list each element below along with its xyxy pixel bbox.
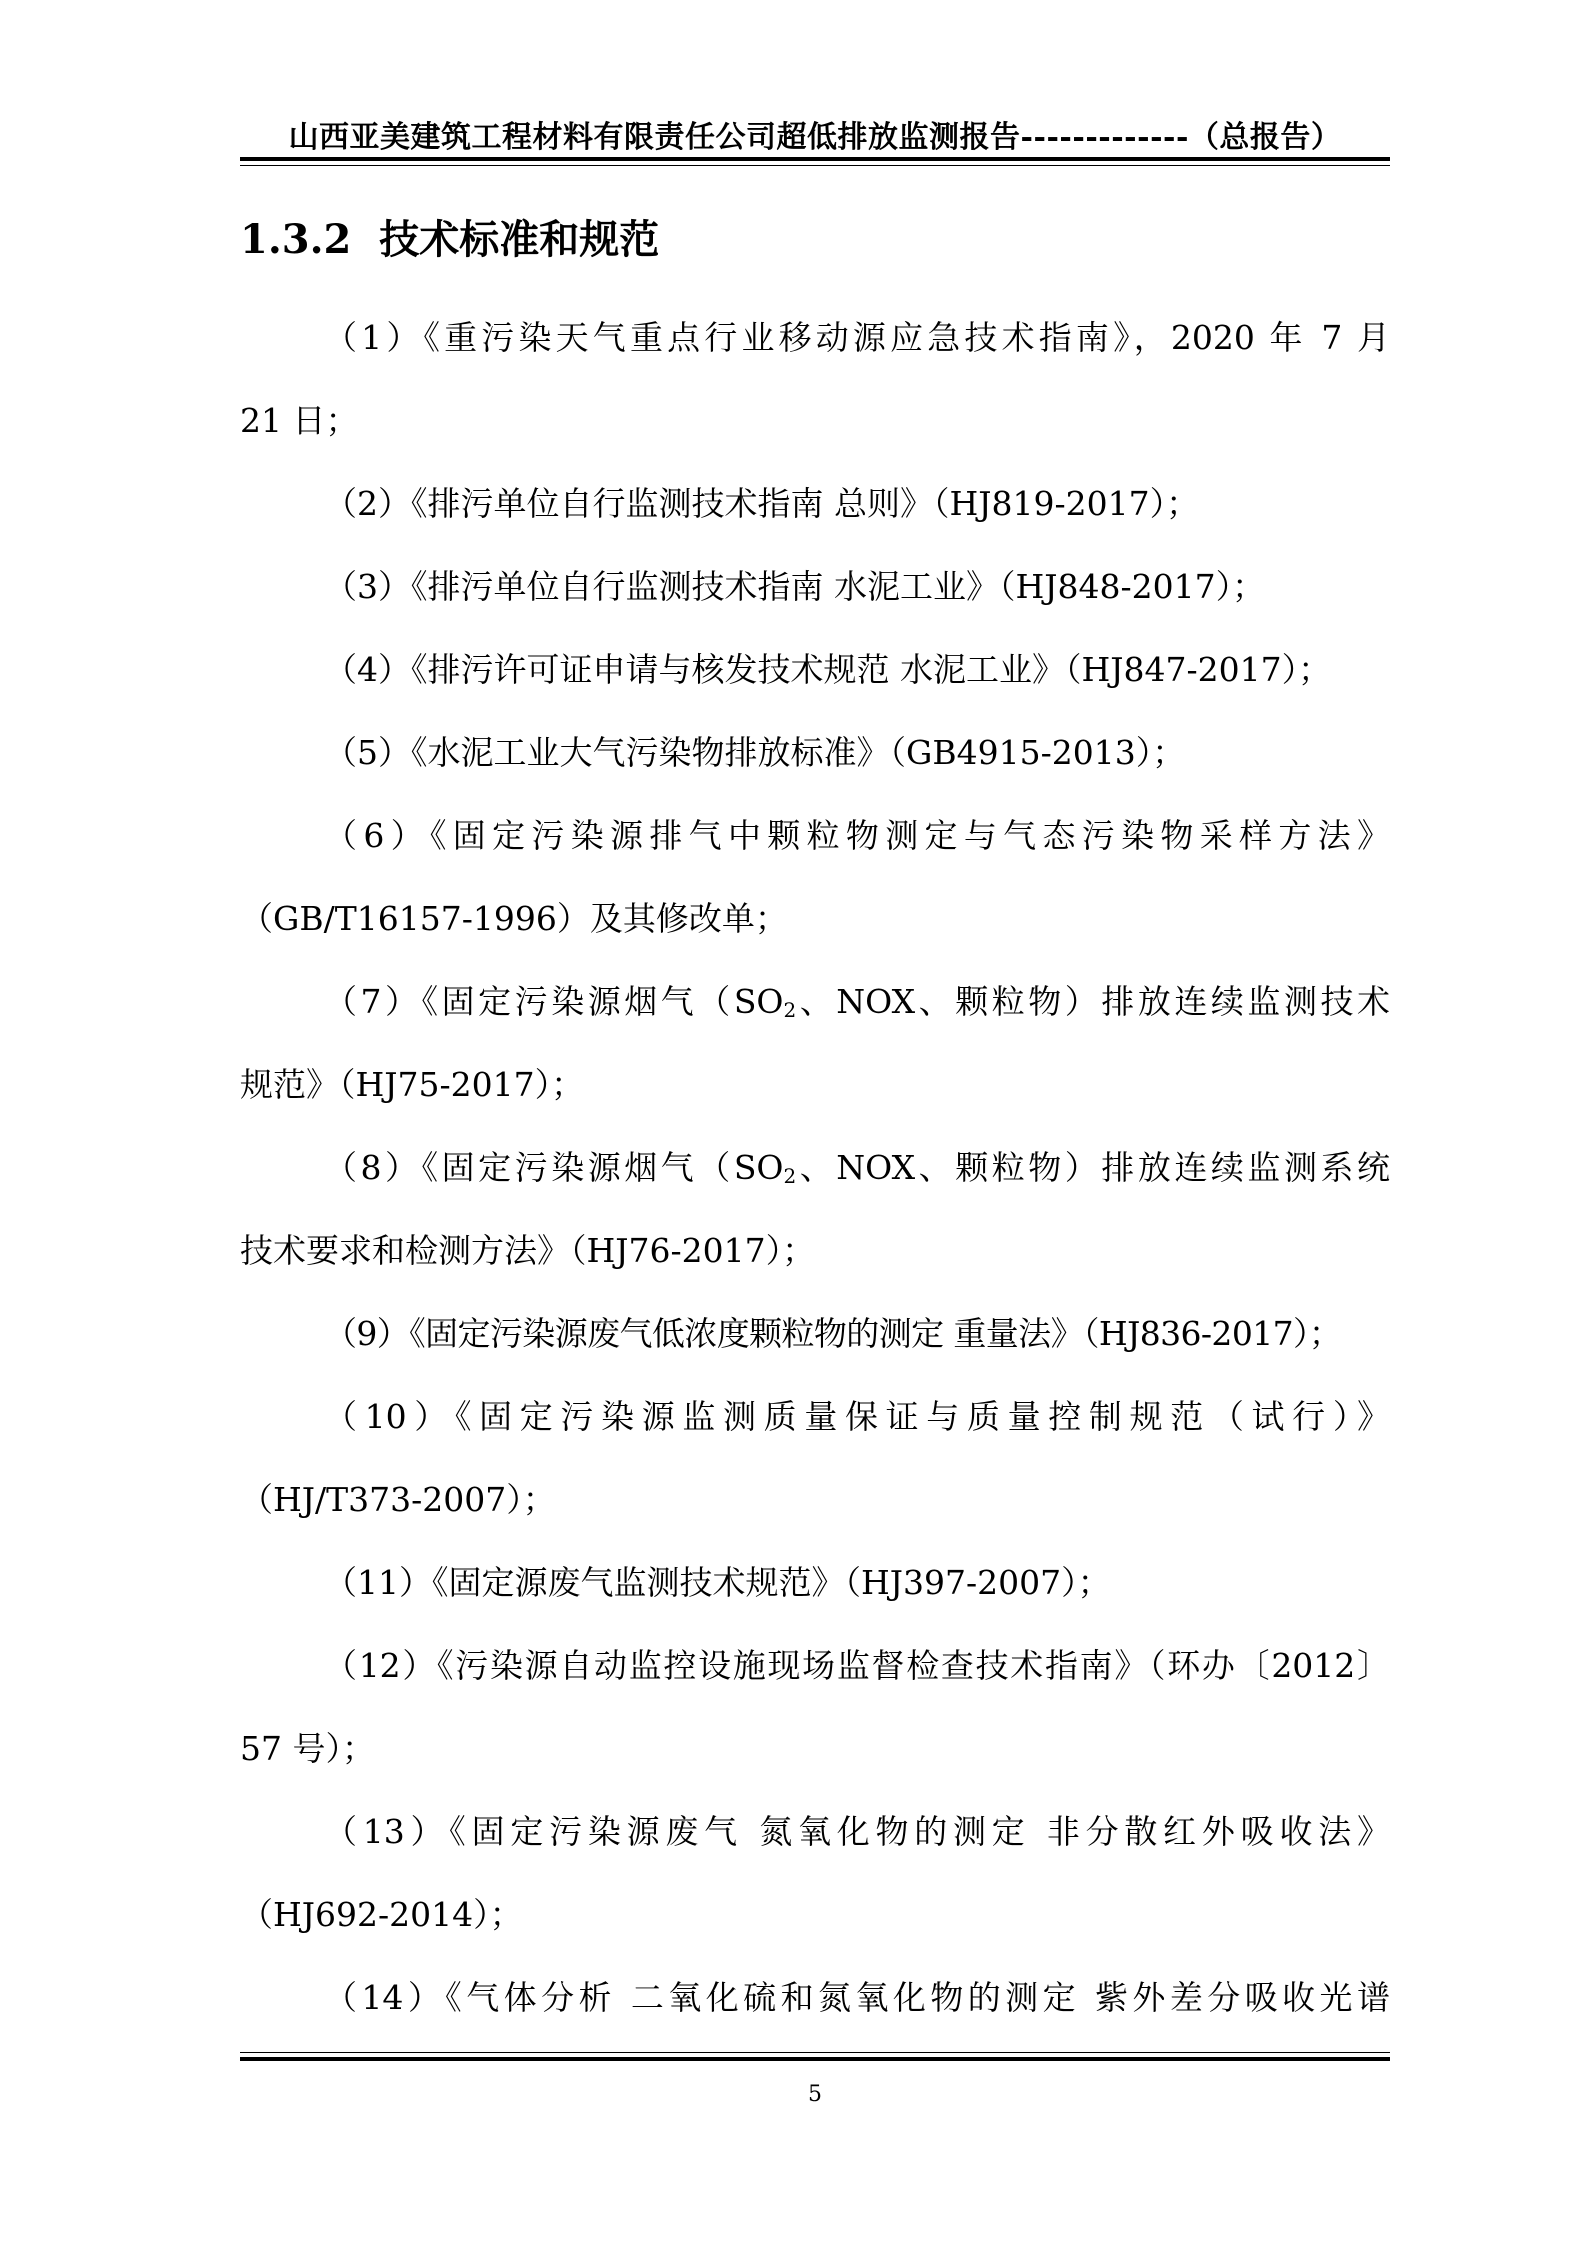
reference-item-12 xyxy=(240,1624,1390,1790)
reference-text: 、NOX、颗粒物）排放连续监测技术 xyxy=(796,982,1390,1021)
reference-item-5 xyxy=(240,711,1390,794)
reference-item-7 xyxy=(240,960,1390,1126)
reference-line: （14）《气体分析 二氧化硫和氮氧化物的测定 紫外差分吸收光谱 xyxy=(324,1978,1390,2017)
reference-item-14 xyxy=(240,1956,1390,2039)
reference-item-9 xyxy=(240,1292,1390,1375)
reference-line: （4）《排污许可证申请与核发技术规范 水泥工业》（HJ847-2017）； xyxy=(324,650,1332,689)
reference-text: 、NOX、颗粒物）排放连续监测系统 xyxy=(796,1148,1390,1187)
reference-line: （13）《固定污染源废气 氮氧化物的测定 非分散红外吸收法》 xyxy=(324,1812,1390,1851)
reference-line: 21 日； xyxy=(240,401,359,440)
reference-item-1 xyxy=(240,296,1390,462)
reference-line: 规范》（HJ75-2017）； xyxy=(240,1065,585,1104)
section-heading xyxy=(240,208,659,265)
reference-line: （12）《污染源自动监控设施现场监督检查技术指南》（环办〔2012〕 xyxy=(324,1646,1390,1685)
subscript: 2 xyxy=(783,998,797,1022)
reference-item-8 xyxy=(240,1126,1390,1292)
reference-line: （1）《重污染天气重点行业移动源应急技术指南》，2020 年 7 月 xyxy=(324,318,1390,357)
header-rule-thin xyxy=(240,165,1390,166)
reference-line: 技术要求和检测方法》（HJ76-2017）； xyxy=(240,1231,816,1270)
reference-line xyxy=(240,1126,1390,1209)
reference-line: （9）《固定污染源废气低浓度颗粒物的测定 重量法》（HJ836-2017）； xyxy=(324,1314,1342,1353)
reference-item-3 xyxy=(240,545,1390,628)
reference-text: （7）《固定污染源烟气（SO xyxy=(324,982,784,1021)
footer-rule-thin xyxy=(240,2052,1390,2053)
reference-line: （6）《固定污染源排气中颗粒物测定与气态污染物采样方法》 xyxy=(324,816,1390,855)
reference-item-4 xyxy=(240,628,1390,711)
page-header: 山西亚美建筑工程材料有限责任公司超低排放监测报告-------------（总报告） xyxy=(288,120,1342,155)
reference-text: （8）《固定污染源烟气（SO xyxy=(324,1148,784,1187)
reference-item-2 xyxy=(240,462,1390,545)
reference-line: （HJ/T373-2007）； xyxy=(240,1480,556,1519)
header-rule-thick xyxy=(240,157,1390,161)
reference-line: （3）《排污单位自行监测技术指南 水泥工业》（HJ848-2017）； xyxy=(324,567,1266,606)
reference-line: （5）《水泥工业大气污染物排放标准》（GB4915-2013）； xyxy=(324,733,1186,772)
page-number: 5 xyxy=(808,2082,822,2107)
reference-line: （2）《排污单位自行监测技术指南 总则》（HJ819-2017）； xyxy=(324,484,1200,523)
reference-line: （11）《固定源废气监测技术规范》（HJ397-2007）； xyxy=(324,1563,1111,1602)
reference-item-6 xyxy=(240,794,1390,960)
reference-line xyxy=(240,960,1390,1043)
footer-rule-thick xyxy=(240,2057,1390,2061)
reference-line: （HJ692-2014）； xyxy=(240,1895,523,1934)
reference-line: （10）《固定污染源监测质量保证与质量控制规范（试行）》 xyxy=(324,1397,1390,1436)
reference-item-13 xyxy=(240,1790,1390,1956)
reference-line: 57 号）； xyxy=(240,1729,375,1768)
reference-line: （GB/T16157-1996）及其修改单； xyxy=(240,899,788,938)
reference-item-11 xyxy=(240,1541,1390,1624)
reference-item-10 xyxy=(240,1375,1390,1541)
section-number: 1.3.2 xyxy=(240,216,352,263)
subscript: 2 xyxy=(783,1164,797,1188)
section-title: 技术标准和规范 xyxy=(379,216,660,263)
